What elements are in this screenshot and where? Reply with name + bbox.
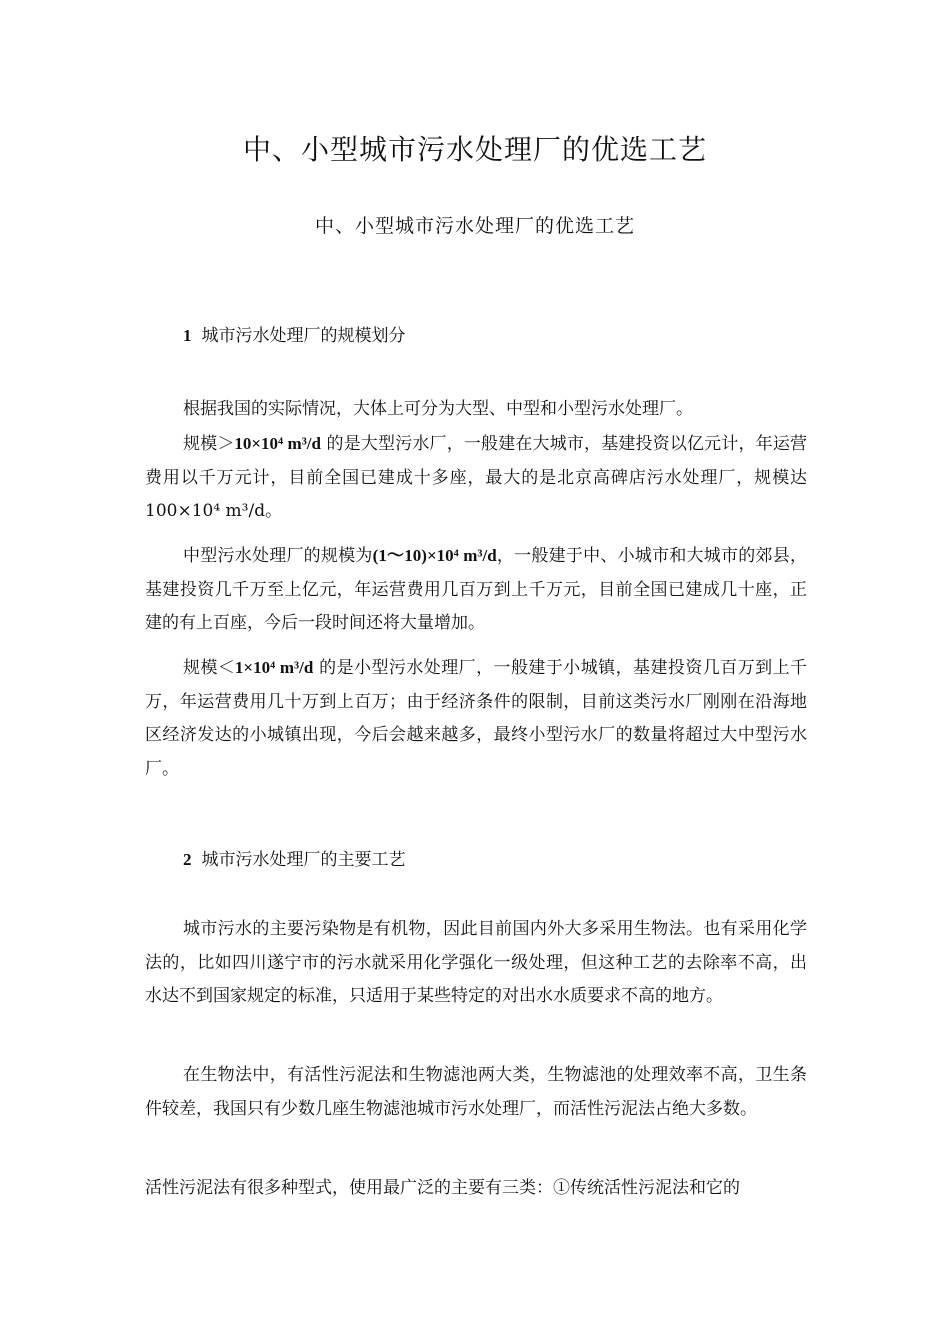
section-1-number: 1 xyxy=(183,326,192,345)
p4-post: 的是小型污水处理厂，一般建于小城镇，基建投资几百万到上千万，年运营费用几十万到上百万；由于经济条件的限制，目前这类污水厂刚刚在沿海地区经济发达的小城镇出现，今后会越来越多，最终小型污水厂的数量将超过大中型污水厂。 xyxy=(145,658,808,779)
p3-post: ，一般建于中、小城市和大城市的郊县，基建投资几千万至上亿元，年运营费用几百万到上千万元，目前全国已建成几十座，正建的有上百座，今后一段时间还将大量增加。 xyxy=(145,546,808,633)
p2-pre: 规模＞ xyxy=(183,434,235,454)
section-2-paragraph-3: 活性污泥法有很多种型式，使用最广泛的主要有三类：①传统活性污泥法和它的 xyxy=(145,1178,740,1198)
p2-post: 的是大型污水厂，一般建在大城市，基建投资以亿元计，年运营费用以千万元计，目前全国已建成十多座，最大的是北京高碑店污水处理厂，规模达 100×10⁴ m³/d。 xyxy=(145,434,808,521)
page-subtitle: 中、小型城市污水处理厂的优选工艺 xyxy=(314,215,635,237)
section-2-heading xyxy=(183,845,406,870)
section-1-paragraph-1: 根据我国的实际情况，大体上可分为大型、中型和小型污水处理厂。 xyxy=(183,399,693,419)
section-1-paragraph-4 xyxy=(145,651,807,786)
section-2-paragraph-2: 在生物法中，有活性污泥法和生物滤池两大类，生物滤池的处理效率不高，卫生条件较差，我国只有少数几座生物滤池城市污水处理厂，而活性污泥法占绝大多数。 xyxy=(145,1065,807,1119)
section-1-paragraph-2 xyxy=(145,427,807,529)
p3-pre: 中型污水处理厂的规模为 xyxy=(183,546,373,566)
page-title: 中、小型城市污水处理厂的优选工艺 xyxy=(242,133,707,166)
p2-bold: 10×10⁴ m³/d xyxy=(234,434,321,453)
p3-bold: (1～10)×10⁴ m³/d xyxy=(372,546,497,565)
section-2-number: 2 xyxy=(183,850,192,869)
section-1-heading xyxy=(183,321,406,346)
p4-pre: 规模＜ xyxy=(183,658,235,678)
section-1-heading-text: 城市污水处理厂的规模划分 xyxy=(201,326,406,346)
section-1-paragraph-3 xyxy=(145,539,807,641)
p4-bold: 1×10⁴ m³/d xyxy=(234,658,314,677)
section-2-paragraph-1: 城市污水的主要污染物是有机物，因此目前国内外大多采用生物法。也有采用化学法的，比如四川遂宁市的污水就采用化学强化一级处理，但这种工艺的去除率不高，出水达不到国家规定的标准，只适用于某些特定的对出水水质要求不高的地方。 xyxy=(145,919,807,1006)
section-2-heading-text: 城市污水处理厂的主要工艺 xyxy=(201,850,406,870)
